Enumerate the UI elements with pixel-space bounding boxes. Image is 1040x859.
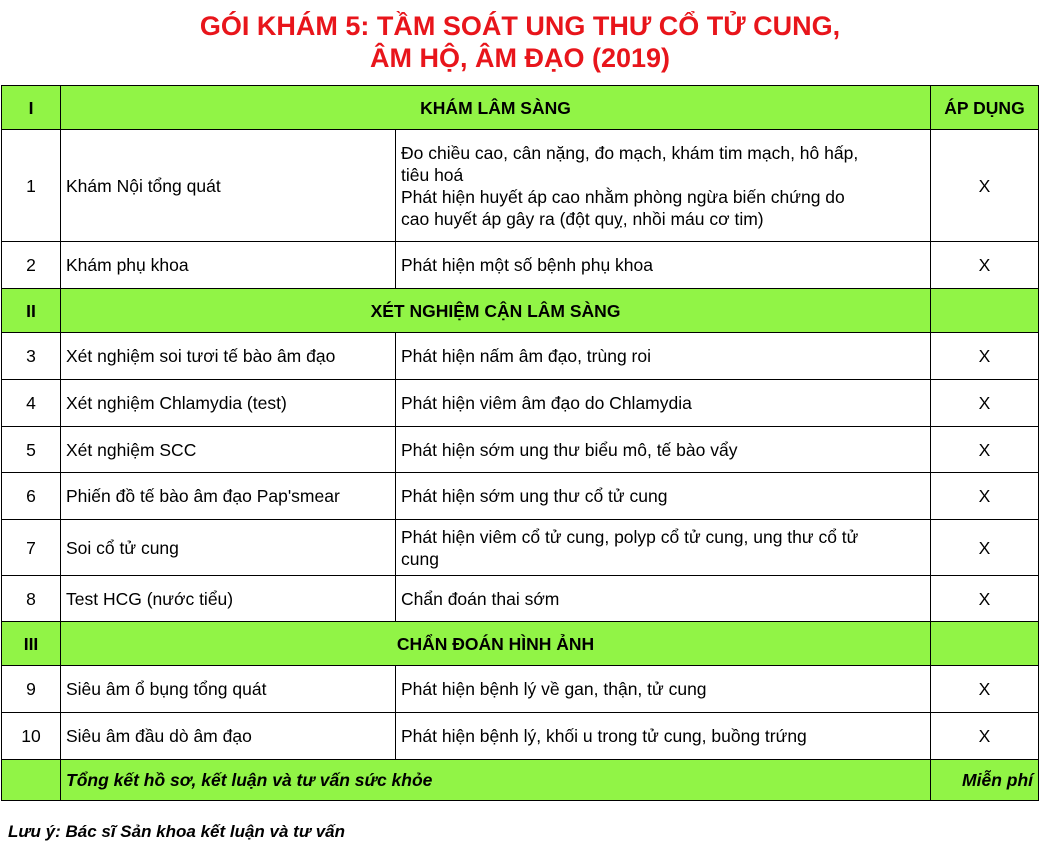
footnote: Lưu ý: Bác sĩ Sản khoa kết luận và tư vấn [8,822,345,841]
apply-column-header: ÁP DỤNG [931,86,1039,130]
row-number: 9 [2,666,61,713]
row-number: 5 [2,427,61,473]
row-number: 10 [2,713,61,760]
apply-mark: X [931,520,1039,576]
description-line: Phát hiện viêm cổ tử cung, polyp cổ tử cung, ung thư cổ tử [401,526,859,547]
table-row [2,713,1039,760]
table-row [2,520,1039,576]
table-row [2,427,1039,473]
service-description [396,130,931,242]
service-description [396,242,931,289]
row-number: 1 [2,130,61,242]
description-line: Phát hiện huyết áp cao nhằm phòng ngừa biến chứng do [401,186,845,207]
table-row [2,242,1039,289]
section-header-blank [931,289,1039,333]
section-heading: CHẨN ĐOÁN HÌNH ẢNH [61,622,931,666]
section-number: II [2,289,61,333]
description-line: Phát hiện sớm ung thư cổ tử cung [401,486,668,506]
table-row [2,576,1039,622]
apply-mark: X [931,576,1039,622]
description-line: Phát hiện sớm ung thư biểu mô, tế bào vẩy [401,439,738,460]
service-description [396,473,931,520]
service-description [396,666,931,713]
summary-row [2,760,1039,801]
section-header-blank [931,622,1039,666]
section-heading: XÉT NGHIỆM CẬN LÂM SÀNG [61,289,931,333]
apply-mark: X [931,427,1039,473]
service-name: Test HCG (nước tiểu) [61,576,396,622]
section-header-row [2,289,1039,333]
section-header-row [2,622,1039,666]
apply-mark: X [931,242,1039,289]
summary-label: Tổng kết hồ sơ, kết luận và tư vấn sức khỏe [61,760,931,801]
description-line: Phát hiện viêm âm đạo do Chlamydia [401,393,692,413]
service-description [396,576,931,622]
description-line: tiêu hoá [401,164,464,185]
service-description [396,380,931,427]
apply-mark: X [931,473,1039,520]
service-name: Siêu âm đầu dò âm đạo [61,713,396,760]
apply-mark: X [931,666,1039,713]
service-name: Khám phụ khoa [61,242,396,289]
service-name: Xét nghiệm Chlamydia (test) [61,380,396,427]
table-row [2,473,1039,520]
row-number: 3 [2,333,61,380]
row-number: 6 [2,473,61,520]
description-line: Đo chiều cao, cân nặng, đo mạch, khám tim mạch, hô hấp, [401,142,859,163]
service-description [396,713,931,760]
description-line: Chẩn đoán thai sớm [401,588,560,609]
section-header-row [2,86,1039,130]
service-name: Soi cổ tử cung [61,520,396,576]
row-number: 8 [2,576,61,622]
table-row [2,666,1039,713]
row-number: 7 [2,520,61,576]
apply-mark: X [931,380,1039,427]
section-heading: KHÁM LÂM SÀNG [61,86,931,130]
exam-package-table [1,85,1039,801]
service-name: Xét nghiệm soi tươi tế bào âm đạo [61,333,396,380]
table-row [2,333,1039,380]
summary-blank [2,760,61,801]
row-number: 2 [2,242,61,289]
description-line: Phát hiện nấm âm đạo, trùng roi [401,346,652,366]
apply-mark: X [931,713,1039,760]
service-name: Xét nghiệm SCC [61,427,396,473]
service-description [396,520,931,576]
description-line: Phát hiện bệnh lý về gan, thận, tử cung [401,679,707,699]
description-line: cao huyết áp gây ra (đột quỵ, nhồi máu cơ tim) [401,208,764,229]
apply-mark: X [931,333,1039,380]
service-name: Khám Nội tổng quát [61,130,396,242]
table-row [2,380,1039,427]
service-description [396,427,931,473]
title-line-1: GÓI KHÁM 5: TẦM SOÁT UNG THƯ CỔ TỬ CUNG, [199,11,841,41]
title-line-2: ÂM HỘ, ÂM ĐẠO (2019) [369,43,671,73]
section-number: III [2,622,61,666]
summary-value: Miễn phí [931,760,1039,801]
row-number: 4 [2,380,61,427]
service-name: Phiến đồ tế bào âm đạo Pap'smear [61,473,396,520]
service-description [396,333,931,380]
description-line: cung [401,548,439,569]
table-row [2,130,1039,242]
section-number: I [2,86,61,130]
description-line: Phát hiện một số bệnh phụ khoa [401,255,653,275]
service-name: Siêu âm ổ bụng tổng quát [61,666,396,713]
description-line: Phát hiện bệnh lý, khối u trong tử cung, buồng trứng [401,726,807,746]
apply-mark: X [931,130,1039,242]
page-title [0,10,1040,74]
